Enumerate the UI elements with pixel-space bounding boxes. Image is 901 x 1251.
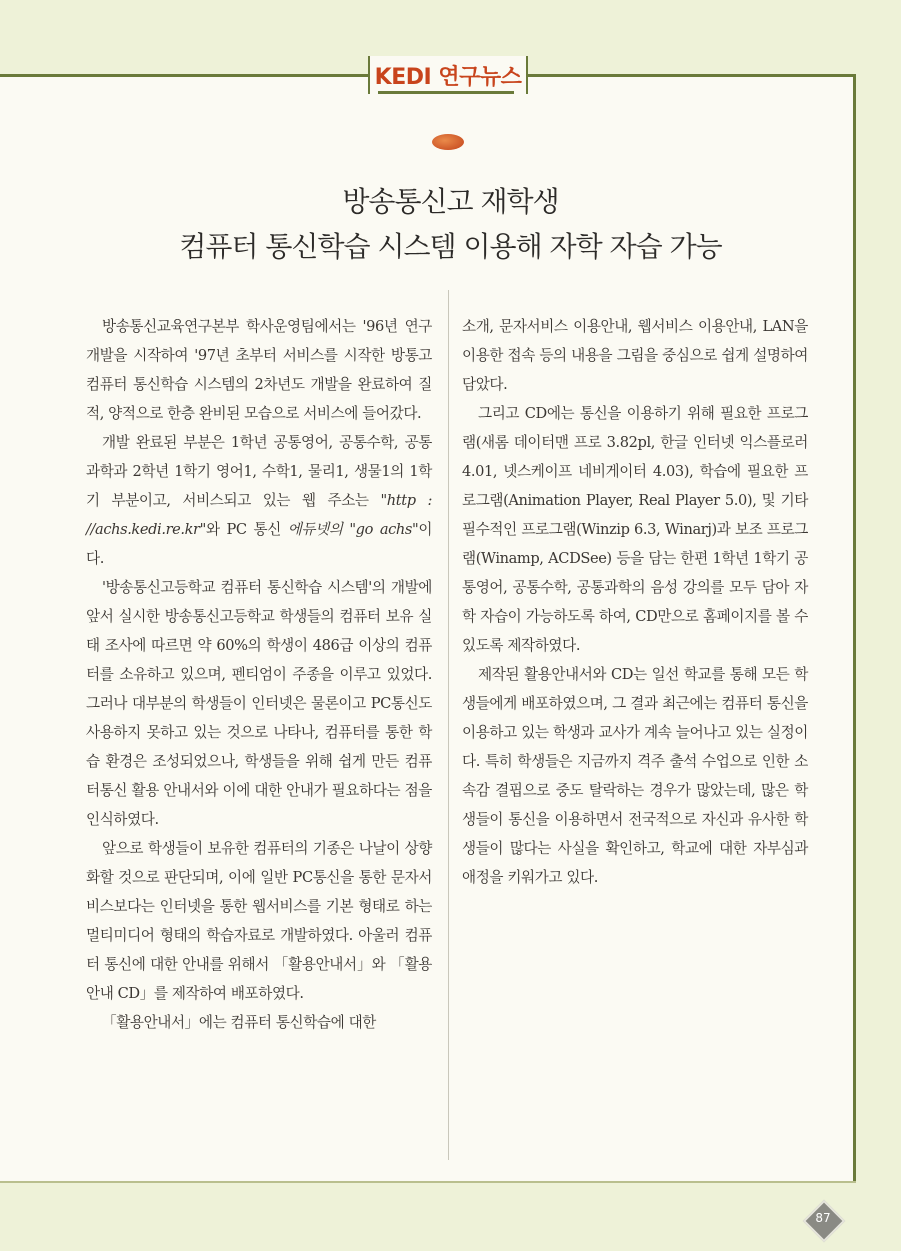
paragraph: 그리고 CD에는 통신을 이용하기 위해 필요한 프로그램(새롬 데이터맨 프로 3.82pl, 한글 인터넷 익스플로러 4.01, 넷스케이프 네비게이터 4.03), 학습에 필요한 프로그램(Animation Player, Real Player 5.0), 및 기타 필수적인 프로그램(Winzip 6.3, Winarj)과 보조 프로그램(Winamp, ACDSee) 등을 담는 한편 1학년 1학기 공통영어, 공통수학, 공통과학의 음성 강의를 모두 담아 자학 자습이 가능하도록 하여, CD만으로 홈페이지를 볼 수 있도록 제작하였다. [462, 405, 808, 654]
paragraph [86, 428, 432, 573]
decorative-dot-icon [432, 134, 464, 150]
paragraph: '방송통신고등학교 컴퓨터 통신학습 시스템'의 개발에 앞서 실시한 방송통신고등학교 학생들의 컴퓨터 보유 실태 조사에 따르면 약 60%의 학생이 486급 이상의 컴퓨터를 소유하고 있으며, 펜티엄이 주종을 이루고 있었다. 그러나 대부분의 학생들이 인터넷은 물론이고 PC통신도 사용하지 못하고 있는 것으로 나타나, 컴퓨터를 통한 학습 환경은 조성되었으나, 학생들을 위해 쉽게 만든 컴퓨터통신 활용 안내서와 이에 대한 안내가 필요하다는 점을 인식하였다. [86, 579, 432, 828]
paragraph-text: 와 PC 통신 [205, 521, 288, 538]
page-bottom-border [0, 1181, 856, 1183]
paragraph-text: 개발 완료된 부분은 1학년 공통영어, 공통수학, 공통과학과 2학년 1학기 영어1, 수학1, 물리1, 생물1의 1학기 부분이고, 서비스되고 있는 웹 주소는 [86, 434, 432, 509]
paragraph: 제작된 활용안내서와 CD는 일선 학교를 통해 모든 학생들에게 배포하였으며, 그 결과 최근에는 컴퓨터 통신을 이용하고 있는 학생과 교사가 계속 늘어나고 있는 실정이다. 특히 학생들은 지금까지 격주 출석 수업으로 인한 소속감 결핍으로 중도 탈락하는 경우가 많았는데, 많은 학생들이 통신을 이용하면서 전국적으로 자신과 유사한 학생들이 많다는 사실을 확인하고, 학교에 대한 자부심과 애정을 키워가고 있다. [462, 666, 808, 886]
paragraph: 「활용안내서」에는 컴퓨터 통신학습에 대한 [102, 1014, 376, 1031]
pc-service-name: 에듀넷의 "go achs" [287, 521, 419, 538]
paragraph: 소개, 문자서비스 이용안내, 웹서비스 이용안내, LAN을 이용한 접속 등의 내용을 그림을 중심으로 쉽게 설명하여 담았다. [462, 318, 808, 393]
web-address: "http : //achs.kedi.re.kr" [86, 492, 432, 538]
section-header-underline [378, 91, 514, 94]
article-title-line-2: 컴퓨터 통신학습 시스템 이용해 자학 자습 가능 [179, 230, 722, 263]
paragraph: 앞으로 학생들이 보유한 컴퓨터의 기종은 나날이 상향화할 것으로 판단되며, 이에 일반 PC통신을 통한 문자서비스보다는 인터넷을 통한 웹서비스를 기본 형태로 하는 멀티미디어 형태의 학습자료로 개발하였다. 아울러 컴퓨터 통신에 대한 안내를 위해서 「활용안내서」와 「활용안내 CD」를 제작하여 배포하였다. [86, 840, 432, 1002]
left-column [86, 312, 432, 1037]
paragraph: 방송통신교육연구본부 학사운영팀에서는 '96년 연구 개발을 시작하여 '97년 초부터 서비스를 시작한 방통고 컴퓨터 통신학습 시스템의 2차년도 개발을 완료하여 질적, 양적으로 한층 완비된 모습으로 서비스에 들어갔다. [86, 318, 432, 422]
header-rule-left [0, 74, 368, 77]
article-title-line-1: 방송통신고 재학생 [342, 185, 559, 218]
header-rule-right [524, 74, 853, 77]
page-number-badge [804, 1201, 842, 1239]
right-column [462, 312, 808, 892]
paragraph-text: 이다. [86, 521, 433, 567]
section-header [368, 56, 528, 94]
section-header-label: KEDI 연구뉴스 [374, 64, 522, 90]
page-number: 87 [815, 1211, 831, 1225]
column-divider [448, 290, 449, 1160]
